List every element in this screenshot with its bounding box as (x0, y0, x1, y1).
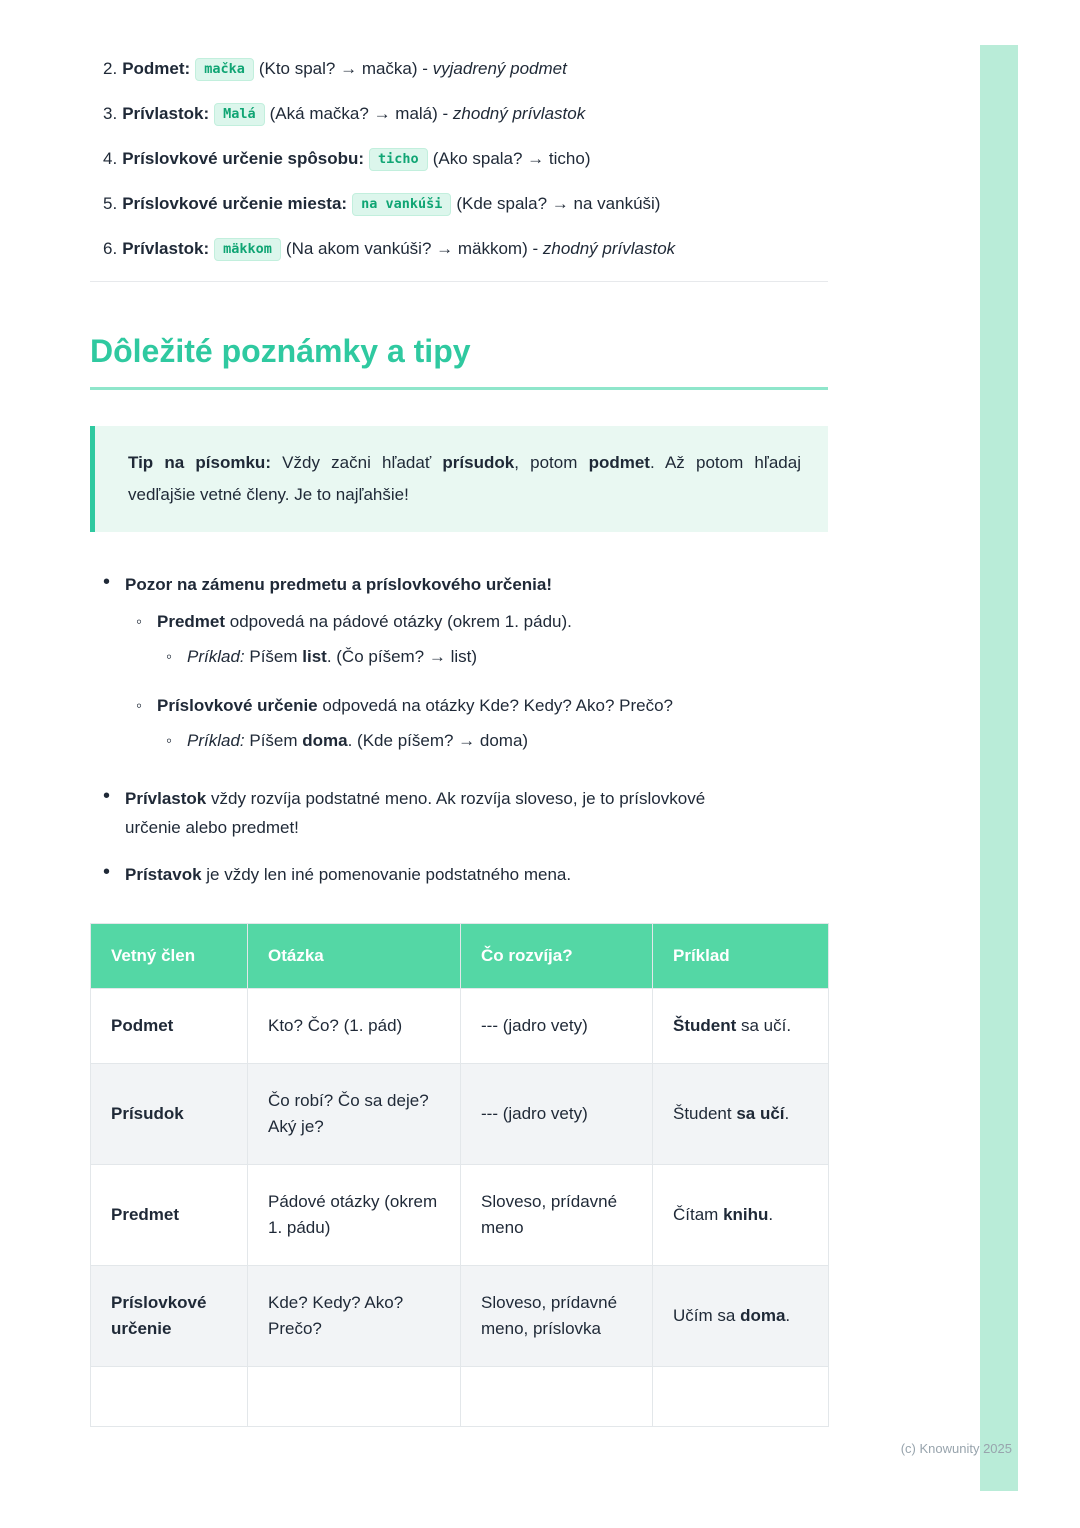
list-number: 2. (103, 59, 118, 78)
note-privlastok (90, 784, 828, 842)
sentence-members-table (90, 923, 829, 1427)
note-bold: Prístavok (125, 865, 202, 884)
note-bold: Predmet (157, 612, 226, 631)
note-text: Píšem (244, 731, 303, 750)
tip-callout (90, 426, 828, 532)
note-bold: Pozor na zámenu predmetu a príslovkového určenia! (125, 575, 552, 594)
table-row-prislovkove-urcenie (91, 1266, 829, 1367)
table-row-predmet (91, 1165, 829, 1266)
table-row-partial (91, 1367, 829, 1427)
tip-text-part: , potom (514, 453, 589, 472)
list-label: Prívlastok: (122, 239, 210, 258)
list-italic: zhodný prívlastok (452, 104, 586, 123)
note-bold: doma (302, 731, 348, 750)
list-text: (Kto spal? → mačka) - (258, 59, 433, 78)
notes-subsublist (157, 643, 828, 670)
example-bold: sa učí (736, 1104, 785, 1123)
list-text: (Ako spala? → ticho) (432, 149, 591, 168)
inline-code: na vankúši (352, 193, 451, 216)
example-text: sa učí. (736, 1016, 792, 1035)
list-item-privlastok-2 (90, 236, 828, 262)
cell-name: Príslovkové určenie (91, 1266, 248, 1367)
note-italic: Príklad: (187, 647, 245, 666)
document-content (90, 56, 828, 1427)
list-italic: vyjadrený podmet (432, 59, 567, 78)
inline-code: mäkkom (214, 238, 281, 261)
note-priklad-list (157, 643, 828, 670)
note-text: je vždy len iné pomenovanie podstatného mena. (201, 865, 572, 884)
note-predmet (125, 608, 828, 670)
note-italic: Príklad: (187, 731, 245, 750)
note-text: odpovedá na pádové otázky (okrem 1. pádu). (225, 612, 572, 631)
tip-bold-word: prísudok (442, 453, 515, 472)
cell-otazka: Kto? Čo? (1. pád) (248, 989, 461, 1064)
tip-text-part: Vždy začni hľadať (270, 453, 443, 472)
list-italic: zhodný prívlastok (542, 239, 676, 258)
inline-code: mačka (195, 58, 254, 81)
list-number: 3. (103, 104, 118, 123)
note-text: vždy rozvíja podstatné meno. Ak rozvíja sloveso, je to príslovkové určenie alebo predmet! (125, 789, 706, 837)
example-text: . (784, 1104, 790, 1123)
cell-name: Podmet (91, 989, 248, 1064)
list-label: Podmet: (122, 59, 191, 78)
note-priklad-doma (157, 727, 828, 754)
example-text: Študent (673, 1104, 737, 1123)
cell-otazka: Kde? Kedy? Ako? Prečo? (248, 1266, 461, 1367)
note-pozor (90, 570, 828, 754)
table-row-podmet (91, 989, 829, 1064)
example-text: . (768, 1205, 774, 1224)
note-text: Píšem (244, 647, 303, 666)
note-pristavok (90, 860, 828, 889)
example-bold: Študent (673, 1016, 737, 1035)
cell-priklad (653, 1266, 829, 1367)
note-bold: Príslovkové určenie (157, 696, 318, 715)
sentence-members-list (90, 56, 828, 262)
inline-code: Malá (214, 103, 265, 126)
cell-empty (248, 1367, 461, 1427)
notes-list (90, 570, 828, 889)
cell-name: Predmet (91, 1165, 248, 1266)
note-text: . (Kde píšem? → doma) (347, 731, 529, 750)
decorative-side-bar (980, 45, 1018, 1491)
list-item-prislovkove-miesta (90, 191, 828, 217)
cell-priklad (653, 1165, 829, 1266)
list-number: 5. (103, 194, 118, 213)
heading-underline (90, 387, 828, 390)
note-prislovkove (125, 692, 828, 754)
list-item-privlastok (90, 101, 828, 127)
list-number: 6. (103, 239, 118, 258)
inline-code: ticho (369, 148, 428, 171)
table-row-prisudok (91, 1064, 829, 1165)
notes-sublist (125, 608, 828, 754)
cell-rozvija: Sloveso, prídavné meno, príslovka (461, 1266, 653, 1367)
list-label: Príslovkové určenie miesta: (122, 194, 348, 213)
list-text: (Aká mačka? → malá) - (269, 104, 453, 123)
tip-label: Tip na písomku: (128, 453, 271, 472)
list-text: (Na akom vankúši? → mäkkom) - (285, 239, 543, 258)
tip-text-part: . Až potom hľadaj vedľajšie vetné členy. Je to najľahšie! (128, 453, 801, 504)
list-number: 4. (103, 149, 118, 168)
note-bold: Prívlastok (125, 789, 207, 808)
cell-rozvija: --- (jadro vety) (461, 989, 653, 1064)
copyright-notice: (c) Knowunity 2025 (900, 1441, 1012, 1456)
cell-rozvija: --- (jadro vety) (461, 1064, 653, 1165)
note-text: . (Čo píšem? → list) (326, 647, 478, 666)
col-header-priklad: Príklad (653, 924, 829, 989)
col-header-vetny-clen: Vetný člen (91, 924, 248, 989)
tip-text (128, 447, 801, 511)
example-bold: doma (740, 1306, 786, 1325)
cell-name: Prísudok (91, 1064, 248, 1165)
table-header-row (91, 924, 829, 989)
example-text: Učím sa (673, 1306, 741, 1325)
cell-empty (91, 1367, 248, 1427)
example-text: Čítam (673, 1205, 724, 1224)
example-text: . (785, 1306, 791, 1325)
cell-empty (461, 1367, 653, 1427)
notes-subsublist (157, 727, 828, 754)
tip-bold-word: podmet (588, 453, 650, 472)
cell-priklad (653, 989, 829, 1064)
cell-otazka: Pádové otázky (okrem 1. pádu) (248, 1165, 461, 1266)
section-divider (90, 281, 828, 282)
col-header-otazka: Otázka (248, 924, 461, 989)
cell-empty (653, 1367, 829, 1427)
cell-otazka: Čo robí? Čo sa deje? Aký je? (248, 1064, 461, 1165)
list-label: Prívlastok: (122, 104, 210, 123)
list-text: (Kde spala? → na vankúši) (456, 194, 661, 213)
example-bold: knihu (723, 1205, 769, 1224)
note-bold: list (302, 647, 327, 666)
cell-rozvija: Sloveso, prídavné meno (461, 1165, 653, 1266)
table-header (91, 924, 829, 989)
list-label: Príslovkové určenie spôsobu: (122, 149, 365, 168)
note-text: odpovedá na otázky Kde? Kedy? Ako? Prečo? (317, 696, 674, 715)
col-header-co-rozvija: Čo rozvíja? (461, 924, 653, 989)
list-item-prislovkove-sposobu (90, 146, 828, 172)
cell-priklad (653, 1064, 829, 1165)
note-line (125, 784, 725, 842)
list-item-podmet (90, 56, 828, 82)
section-heading: Dôležité poznámky a tipy (90, 333, 471, 369)
